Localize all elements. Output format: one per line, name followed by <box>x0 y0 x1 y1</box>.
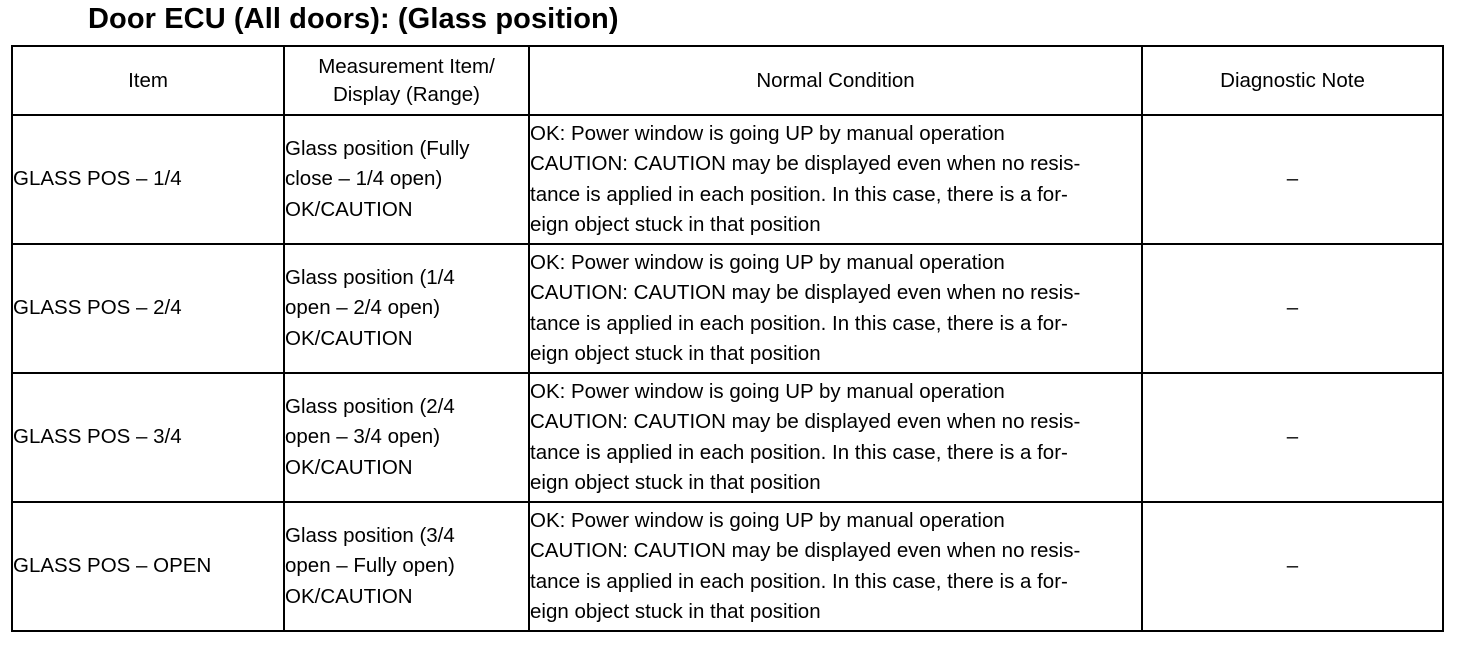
row-note-cell: – <box>1142 115 1443 244</box>
condition-line: CAUTION: CAUTION may be displayed even when no resis- <box>530 410 1081 434</box>
condition-line: CAUTION: CAUTION may be displayed even when no resis- <box>530 281 1081 305</box>
table-row <box>12 244 1443 373</box>
glass-position-table <box>11 45 1444 632</box>
row-range-cell <box>284 373 529 502</box>
header-item: Item <box>12 46 284 115</box>
range-line: open – 3/4 open) <box>285 425 441 449</box>
row-range-cell <box>284 115 529 244</box>
condition-line: eign object stuck in that position <box>530 470 821 494</box>
header-measurement-line-1: Measurement Item/ <box>318 54 495 78</box>
row-item-cell: GLASS POS – 2/4 <box>12 244 284 373</box>
range-line: Glass position (2/4 <box>285 395 455 419</box>
page-title: Door ECU (All doors): (Glass position) <box>88 3 619 35</box>
table-row <box>12 502 1443 631</box>
table-header-row <box>12 46 1443 115</box>
range-line: open – Fully open) <box>285 554 455 578</box>
condition-line: CAUTION: CAUTION may be displayed even when no resis- <box>530 539 1081 563</box>
row-note-cell: – <box>1142 244 1443 373</box>
row-item-cell: GLASS POS – OPEN <box>12 502 284 631</box>
row-note-cell: – <box>1142 373 1443 502</box>
row-range-cell <box>284 502 529 631</box>
table-row <box>12 373 1443 502</box>
row-item-cell: GLASS POS – 3/4 <box>12 373 284 502</box>
condition-line: eign object stuck in that position <box>530 212 821 236</box>
row-note-cell: – <box>1142 502 1443 631</box>
condition-line: tance is applied in each position. In this case, there is a for- <box>530 182 1068 206</box>
row-range-cell <box>284 244 529 373</box>
row-condition-cell <box>529 502 1142 631</box>
range-line: Glass position (3/4 <box>285 524 455 548</box>
header-normal-condition: Normal Condition <box>529 46 1142 115</box>
range-line: close – 1/4 open) <box>285 167 443 191</box>
range-line: Glass position (1/4 <box>285 266 455 290</box>
header-diagnostic-note: Diagnostic Note <box>1142 46 1443 115</box>
condition-line: eign object stuck in that position <box>530 341 821 365</box>
header-measurement-item <box>284 46 529 115</box>
condition-line: OK: Power window is going UP by manual operation <box>530 121 1005 145</box>
table-row <box>12 115 1443 244</box>
range-line: Glass position (Fully <box>285 137 470 161</box>
condition-line: tance is applied in each position. In this case, there is a for- <box>530 440 1068 464</box>
condition-line: eign object stuck in that position <box>530 599 821 623</box>
range-line: open – 2/4 open) <box>285 296 441 320</box>
range-line: OK/CAUTION <box>285 584 413 608</box>
header-measurement-line-2: Display (Range) <box>333 82 480 106</box>
range-line: OK/CAUTION <box>285 326 413 350</box>
range-line: OK/CAUTION <box>285 197 413 221</box>
condition-line: OK: Power window is going UP by manual operation <box>530 250 1005 274</box>
row-item-cell: GLASS POS – 1/4 <box>12 115 284 244</box>
row-condition-cell <box>529 115 1142 244</box>
row-condition-cell <box>529 244 1142 373</box>
range-line: OK/CAUTION <box>285 455 413 479</box>
condition-line: tance is applied in each position. In this case, there is a for- <box>530 569 1068 593</box>
condition-line: OK: Power window is going UP by manual operation <box>530 508 1005 532</box>
condition-line: CAUTION: CAUTION may be displayed even when no resis- <box>530 152 1081 176</box>
condition-line: tance is applied in each position. In this case, there is a for- <box>530 311 1068 335</box>
row-condition-cell <box>529 373 1142 502</box>
condition-line: OK: Power window is going UP by manual operation <box>530 379 1005 403</box>
